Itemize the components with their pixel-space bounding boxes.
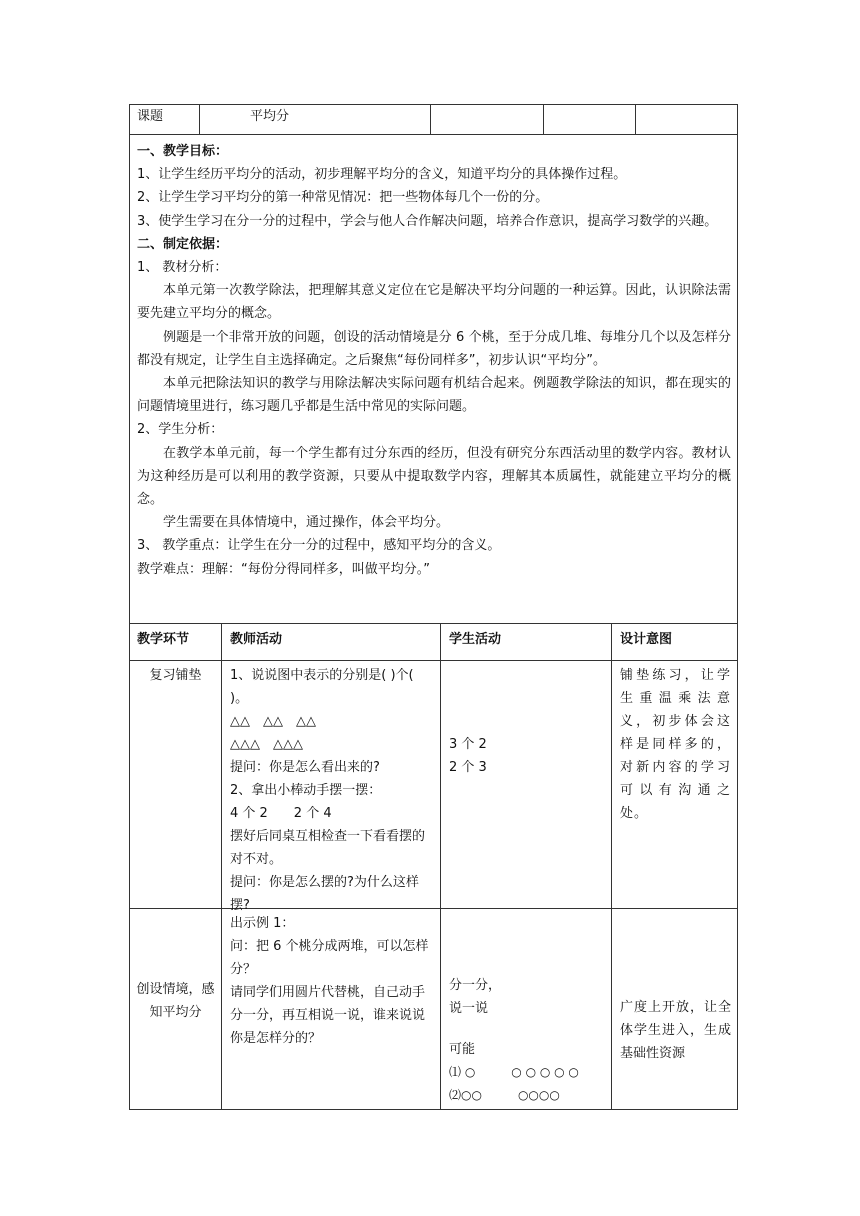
difficulty: 教学难点：理解：“每份分得同样多，叫做平均分。” [137, 561, 430, 577]
header-teacher: 教师活动 [230, 632, 283, 647]
student-line: 可能 [449, 1042, 476, 1057]
title-label: 课题 [137, 109, 164, 124]
student-line: 2 个 3 [449, 760, 487, 775]
title-row-divider-4 [635, 104, 636, 134]
col-divider-1 [221, 623, 222, 1110]
table-border-left [129, 104, 130, 1110]
objectives-heading: 一、教学目标： [137, 144, 229, 159]
header-stage: 教学环节 [137, 632, 190, 647]
col-divider-2 [440, 623, 441, 1110]
title-row-divider-2 [430, 104, 431, 134]
title-row-divider-1 [199, 104, 200, 134]
teacher-line: 请同学们用圆片代替桃，自己动手分一分，再互相说一说，谁来说说你是怎样分的？ [230, 985, 426, 1046]
col-divider-3 [611, 623, 612, 1110]
title-row-divider-3 [543, 104, 544, 134]
row2-stage: 创设情境，感知平均分 [136, 982, 215, 1020]
student-line: 说一说 [449, 1001, 489, 1016]
teacher-line: 4 个 2 2 个 4 [230, 806, 332, 821]
row2-student [449, 974, 609, 1107]
student-paragraph: 学生需要在具体情境中，通过操作，体会平均分。 [163, 515, 450, 531]
teacher-line: 出示例 1： [230, 916, 295, 931]
table-border-right [737, 104, 738, 1110]
student-paragraph: 在教学本单元前，每一个学生都有过分东西的经历，但没有研究分东西活动里的数学内容。教材认为这种经历是可以利用的教学资源，只要从中提取数学内容，理解其本质属性，就能建立平均分的概念。 [137, 445, 731, 508]
textbook-paragraph: 例题是一个非常开放的问题，创设的活动情境是分 6 个桃，至于分成几堆、每堆分几个以及怎样分都没有规定，让学生自主选择确定。之后聚焦“每份同样多”，初步认识“平均分”。 [137, 329, 731, 368]
textbook-analysis-heading: 1、 教材分析： [137, 260, 228, 276]
content-block [137, 140, 731, 581]
header-intent: 设计意图 [620, 632, 673, 647]
teacher-line: 提问：你是怎么看出来的? [230, 760, 380, 775]
teacher-line: △△△ △△△ [230, 737, 303, 752]
teacher-line: 摆好后同桌互相检查一下看看摆的对不对。 [230, 829, 426, 867]
objective-item: 2、让学生学习平均分的第一种常见情况：把一些物体每几个一份的分。 [137, 190, 549, 206]
row1-intent: 铺垫练习，让学生重温乘法意义，初步体会这样是同样多的，对新内容的学习可以有沟通之处。 [620, 668, 731, 821]
student-analysis-heading: 2、学生分析： [137, 422, 224, 438]
teacher-line: 1、说说图中表示的分别是( )个( )。 [230, 668, 414, 706]
title-value: 平均分 [250, 109, 290, 124]
student-line: ⑴ ○ ○ ○ ○ ○ ○ [449, 1065, 579, 1079]
objective-item: 3、使学生学习在分一分的过程中，学会与他人合作解决问题，培养合作意识，提高学习数学的兴趣。 [137, 213, 718, 229]
row2-teacher [230, 912, 435, 1050]
row2-intent: 广度上开放，让全体学生进入，生成基础性资源 [620, 1000, 731, 1061]
textbook-paragraph: 本单元把除法知识的教学与用除法解决实际问题有机结合起来。例题教学除法的知识，都在现实的问题情境里进行，练习题几乎都是生活中常见的实际问题。 [137, 376, 731, 415]
header-student: 学生活动 [449, 632, 502, 647]
key-point: 3、 教学重点：让学生在分一分的过程中，感知平均分的含义。 [137, 538, 501, 554]
student-line: ⑵○○ ○○○○ [449, 1088, 560, 1102]
row1-student [449, 733, 604, 779]
objective-item: 1、让学生经历平均分的活动，初步理解平均分的含义，知道平均分的具体操作过程。 [137, 167, 627, 183]
teacher-line: 问：把 6 个桃分成两堆，可以怎样分？ [230, 939, 429, 977]
teacher-line: 提问：你是怎么摆的?为什么这样摆? [230, 875, 419, 913]
student-line: 3 个 2 [449, 737, 487, 752]
row1-teacher [230, 664, 435, 917]
table-border-top [129, 104, 738, 105]
textbook-paragraph: 本单元第一次教学除法，把理解其意义定位在它是解决平均分问题的一种运算。因此，认识除法需要先建立平均分的概念。 [137, 283, 731, 322]
row1-stage: 复习铺垫 [149, 668, 202, 683]
student-line: 分一分， [449, 978, 502, 993]
teacher-line: △△ △△ △△ [230, 714, 316, 729]
teacher-line: 2、拿出小棒动手摆一摆： [230, 783, 382, 798]
basis-heading: 二、制定依据： [137, 236, 229, 252]
title-row-bottom [129, 134, 738, 135]
